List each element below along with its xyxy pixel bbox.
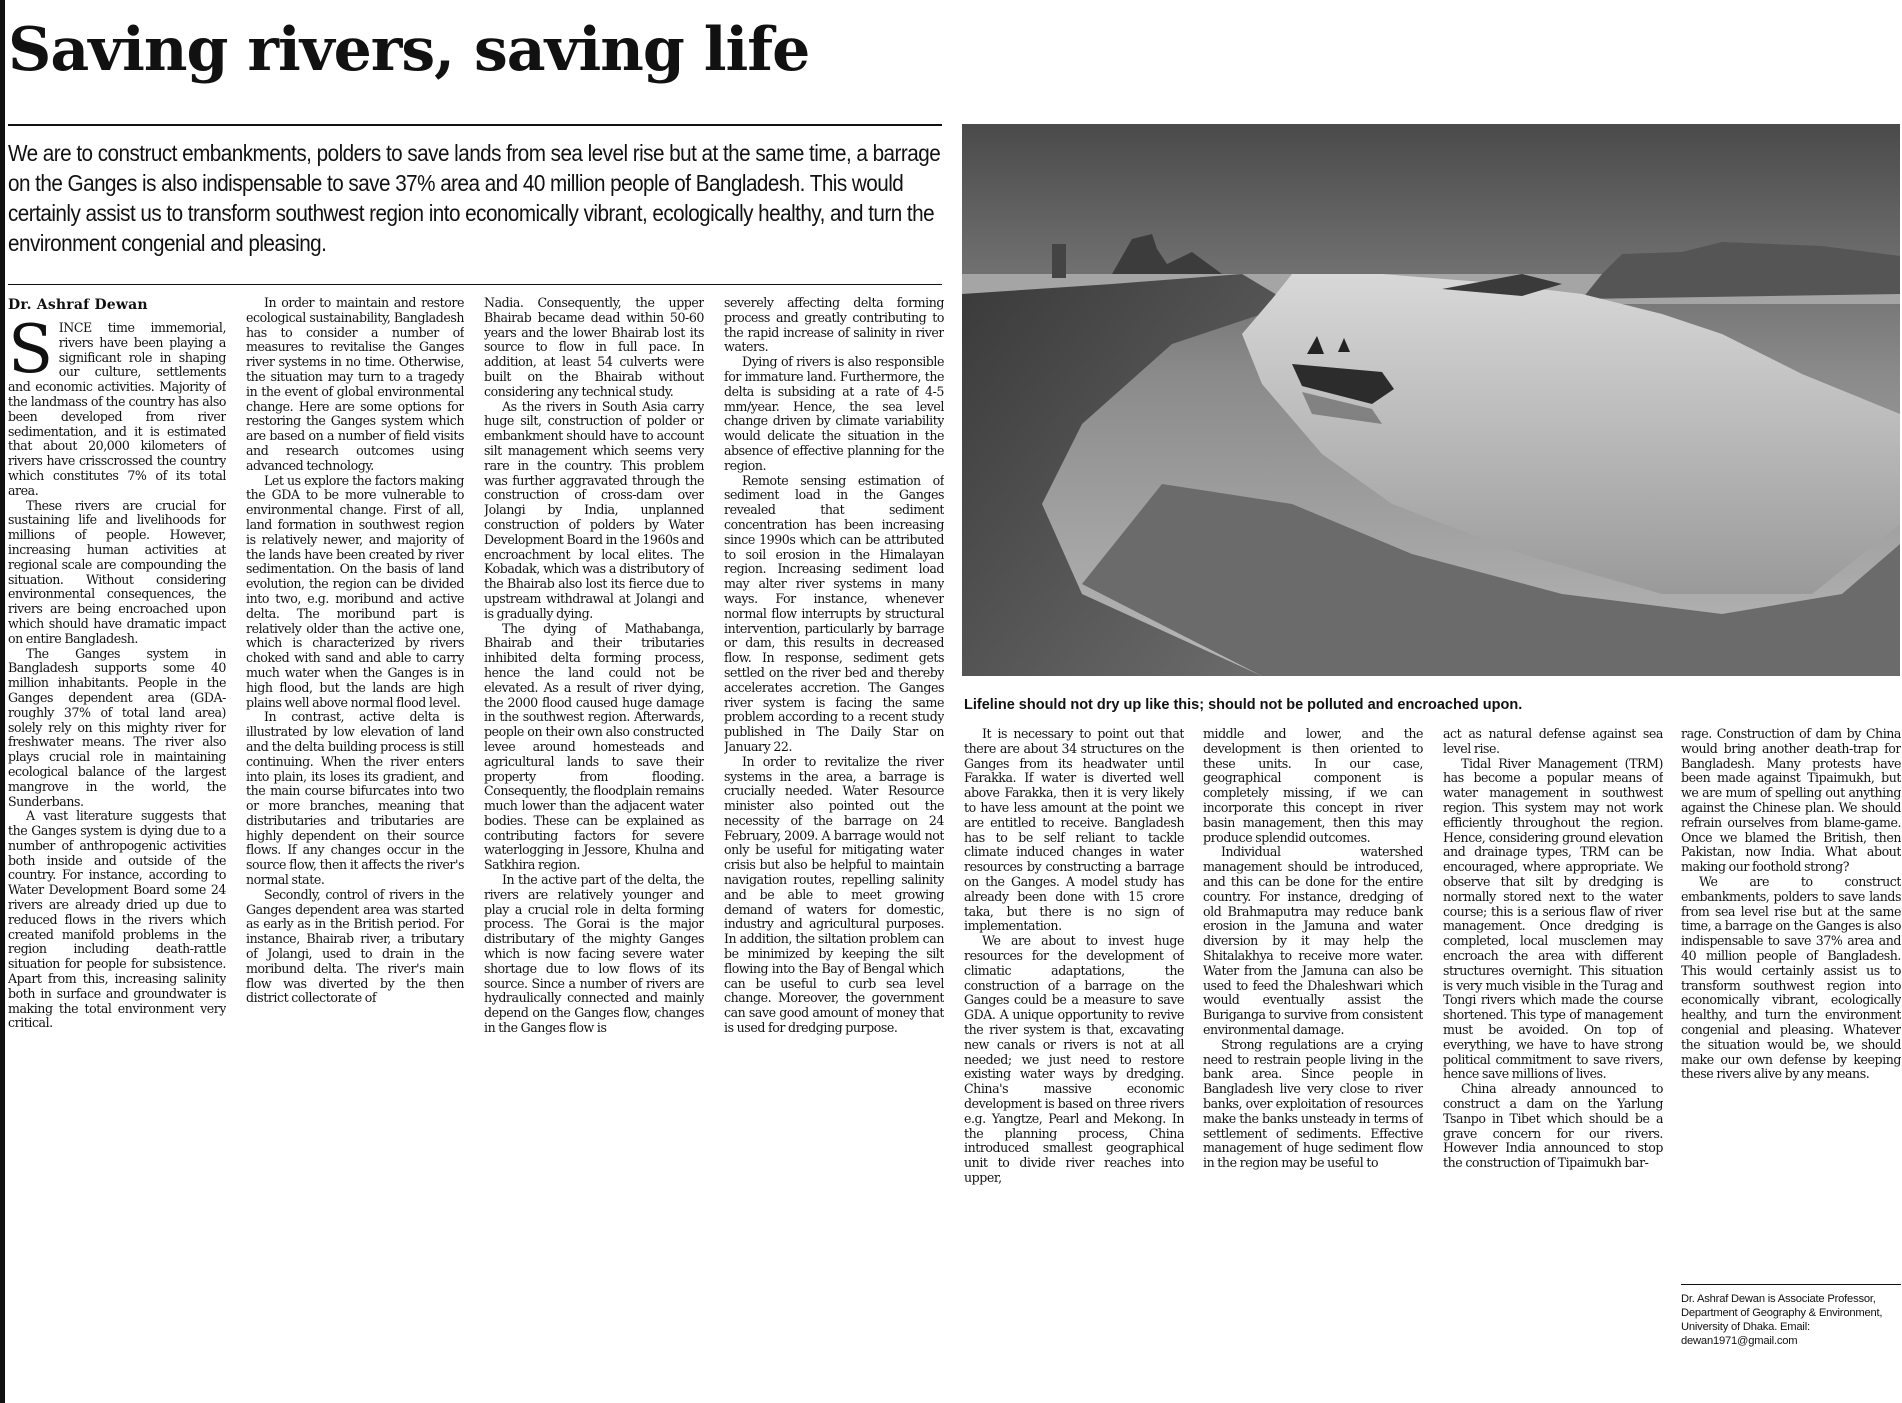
paragraph: The Ganges system in Bangladesh supports some 40 million inhabitants. People in the Ganges dependent area (GDA-roughly 37% of total land area) solely rely on this mighty river for freshwater means. The river also plays crucial role in maintaining ecological balance of the largest mangrove in the world, the Sunderbans. (8, 645, 226, 809)
page-edge-bar (0, 0, 5, 1403)
paragraph: rage. Construction of dam by China would bring another death-trap for Bangladesh. Many protests have been made against Tipaimukh, but we are mum of spelling out anything against the Chinese plan. We should refrain ourselves from blame-game. Once we blamed the British, then Pakistan, now India. What about making our foothold strong? (1681, 727, 1901, 875)
paragraph: As the rivers in South Asia carry huge silt, construction of polder or embankment should have to account silt management which seems very rare in the country. This problem was further aggravated through the construction of cross-dam over Jolangi by India, unplanned construction of polders by Water Development Board in the 1960s and encroachment by local elites. The Kobadak, which was a distributory of the Bhairab also lost its fierce due to upstream withdrawal at Jolangi and is gradually dying. (484, 398, 704, 621)
paragraph-text: INCE time immemorial, rivers have been playing a significant role in shaping our culture, settlements and economic activities. Majority of the landmass of the country has also been developed from river sedimentation, and it is estimated that about 20,000 kilometers of rivers have crisscrossed the country which constitutes 7% of its total area. (8, 321, 226, 498)
paragraph: The dying of Mathabanga, Bhairab and their tributaries inhibited delta forming process, hence the land could not be elevated. As a result of river dying, the 2000 flood caused huge damage in the southwest region. Afterwards, people on their own also constructed levee around homesteads and agricultural lands to save their property from flooding. Consequently, the floodplain remains much lower than the adjacent water bodies. These can be explained as contributing factors for severe waterlogging in Jessore, Khulna and Satkhira region. (484, 620, 704, 873)
paragraph: act as natural defense against sea level rise. (1443, 727, 1663, 756)
paragraph: China already announced to construct a dam on the Yarlung Tsanpo in Tibet which should be a grave concern for our rivers. However India announced to stop the construction of Tipaimukh bar- (1443, 1081, 1663, 1171)
paragraph: middle and lower, and the development is then oriented to these units. In our case, geographical component is completely missing, if we can incorporate this concept in river basin management, then this may produce splendid outcomes. (1203, 727, 1423, 845)
drop-cap: S (8, 321, 53, 388)
paragraph (8, 321, 226, 499)
article-column-7 (1443, 727, 1663, 1401)
byline: Dr. Ashraf Dewan (8, 297, 148, 313)
photo-caption: Lifeline should not dry up like this; should not be polluted and encroached upon. (964, 697, 1523, 713)
paragraph: These rivers are crucial for sustaining life and livelihoods for millions of people. However, increasing human activities at regional scale are compounding the situation. Without considering environmental consequences, the rivers are being encroached upon which should have dramatic impact on entire Bangladesh. (8, 497, 226, 646)
article-column-5 (964, 727, 1184, 1401)
article-column-6 (1203, 727, 1423, 1401)
paragraph: Remote sensing estimation of sediment load in the Ganges revealed that sediment concentration has been increasing since 1990s which can be attributed to soil erosion in the Himalayan region. Increasing sediment load may alter river systems in many ways. For instance, whenever normal flow interrupts by structural intervention, particularly by barrage or dam, this results in decreased flow. In response, sediment gets settled on the river bed and thereby accelerates accretion. The Ganges river system is facing the same problem according to a recent study published in The Daily Star on January 22. (724, 472, 944, 754)
paragraph: severely affecting delta forming process and greatly contributing to the rapid increase of salinity in river waters. (724, 296, 944, 355)
paragraph: Tidal River Management (TRM) has become a popular means of water management in southwest region. This system may not work efficiently throughout the region. Hence, considering ground elevation and drainage types, TRM can be encouraged, where appropriate. We observe that silt by dredging is normally stored next to the water course; this is a serious flaw of river management. Once dredging is completed, local musclemen may encroach the area with different structures overnight. This situation is very much visible in the Turag and Tongi rivers which made the course shortened. This type of management must be avoided. On top of everything, we have to have strong political commitment to save rivers, hence save millions of lives. (1443, 755, 1663, 1082)
headline: Saving rivers, saving life (8, 15, 810, 85)
article-column-3 (484, 296, 704, 1401)
deck-top-rule (8, 124, 942, 126)
paragraph: Secondly, control of rivers in the Ganges dependent area was started as early as in the British period. For instance, Bhairab river, a tributary of Jolangi, used to drain in the moribund delta. The river's main flow was diverted by the then district collectorate of (246, 886, 464, 1006)
deck-summary: We are to construct embankments, polders to save lands from sea level rise but at the same time, a barrage on the Ganges is also indispensable to save 37% area and 40 million people of Bangladesh. This would certainly assist us to transform southwest region into economically vibrant, ecologically healthy, and turn the environment congenial and pleasing. (8, 140, 941, 256)
article-column-1 (8, 321, 226, 1401)
paragraph: It is necessary to point out that there are about 34 structures on the Ganges from its headwater until Farakka. If water is diverted well above Farakka, then it is very likely to have less amount at the point we are entitled to receive. Bangladesh has to be self reliant to tackle climate induced changes in water resources by constructing a barrage on the Ganges. A model study has already been done with 15 crore taka, but there is no sign of implementation. (964, 727, 1184, 934)
article-column-8 (1681, 727, 1901, 1275)
article-column-2 (246, 296, 464, 1401)
author-bio-rule (1681, 1284, 1901, 1285)
paragraph: We are to construct embankments, polders to save lands from sea level rise but at the same time, a barrage on the Ganges is also indispensable to save 37% area and 40 million people of Bangladesh. This would certainly assist us to transform southwest region into economically vibrant, ecologically healthy, and turn the environment congenial and pleasing. Whatever the situation would be, we should make our own defense by keeping these rivers alive by any means. (1681, 873, 1901, 1082)
river-photo (962, 124, 1900, 676)
paragraph: Dying of rivers is also responsible for immature land. Furthermore, the delta is subsiding at a rate of 4-5 mm/year. Hence, the sea level change driven by climate variability would delicate the situation in the absence of effective planning for the region. (724, 354, 944, 473)
paragraph: Let us explore the factors making the GDA to be more vulnerable to environmental change. First of all, land formation in southwest region is relatively newer, and majority of the lands have been created by river sedimentation. On the basis of land evolution, the region can be divided into two, e.g. moribund and active delta. The moribund part is relatively older than the active one, which is characterized by rivers choked with sand and able to carry much water when the Ganges is in high flood, but the lands are high plains well above normal flood level. (246, 472, 464, 710)
paragraph: In the active part of the delta, the rivers are relatively younger and play a crucial role in delta forming process. The Gorai is the major distributary of the mighty Ganges which is now facing severe water shortage due to low flows of its source. Since a number of rivers are hydraulically connected and mainly depend on the Ganges flow, changes in the Ganges flow is (484, 872, 704, 1036)
river-photo-illustration (962, 124, 1900, 676)
paragraph: In contrast, active delta is illustrated by low elevation of land and the delta building process is still continuing. When the river enters into plain, its loses its gradient, and the main course bifurcates into two or more branches, meaning that distributaries and tributaries are highly dependent on their source flows. If any changes occur in the source flow, then it affects the river's normal state. (246, 709, 464, 888)
author-bio: Dr. Ashraf Dewan is Associate Professor, Department of Geography & Environment, University of Dhaka. Email: dewan1971@gmail.com (1681, 1293, 1883, 1347)
article-column-4 (724, 296, 944, 1401)
paragraph: In order to maintain and restore ecological sustainability, Bangladesh has to consider a number of measures to revitalise the Ganges river systems in no time. Otherwise, the situation may turn to a tragedy in the event of global environmental change. Here are some options for restoring the Ganges system which are based on a number of field visits and research outcomes using advanced technology. (246, 296, 464, 473)
deck-bottom-rule (8, 284, 942, 285)
paragraph: A vast literature suggests that the Ganges system is dying due to a number of anthropogenic activities both inside and outside of the country. For instance, according to Water Development Board some 24 rivers are already dried up due to reduced flows in the rivers which created manifold problems in the region including death-rattle situation for people for subsistence. Apart from this, increasing salinity both in surface and groundwater is making the total environment very critical. (8, 808, 226, 1031)
paragraph: Nadia. Consequently, the upper Bhairab became dead within 50-60 years and the lower Bhairab lost its source to flow in full pace. In addition, at least 54 culverts were built on the Bhairab without considering any technical study. (484, 296, 704, 399)
paragraph: We are about to invest huge resources for the development of climatic adaptations, the construction of a barrage on the Ganges could be a measure to save GDA. A unique opportunity to revive the river system is that, excavating new canals or rivers is not at all needed; we just need to restore existing water ways by dredging. China's massive economic development is based on three rivers e.g. Yangtze, Pearl and Mekong. In the planning process, China introduced smallest geographical unit to divide river reaches into upper, (964, 933, 1184, 1185)
paragraph: In order to revitalize the river systems in the area, a barrage is crucially needed. Water Resource minister also pointed out the necessity of the barrage on 24 February, 2009. A barrage would not only be useful for mitigating water crisis but also be helpful to maintain navigation routes, repelling salinity and be able to meet growing demand of waters for domestic, industry and agricultural purposes. In addition, the siltation problem can be minimized by keeping the silt flowing into the Bay of Bengal which can be useful to curb sea level change. Moreover, the government can save good amount of money that is used for dredging purpose. (724, 753, 944, 1036)
paragraph: Individual watershed management should be introduced, and this can be done for the entire country. For instance, dredging of old Brahmaputra may reduce bank erosion in the Jamuna and water diversion by it may help the Shitalakhya to receive more water. Water from the Jamuna can also be used to feed the Dhaleshwari which would eventually assist the Buriganga to survive from consistent environmental damage. (1203, 844, 1423, 1037)
paragraph: Strong regulations are a crying need to restrain people living in the bank area. Since people in Bangladesh live very close to river banks, over exploitation of resources make the banks unsteady in terms of settlement of sediments. Effective management of huge sediment flow in the region may be useful to (1203, 1036, 1423, 1171)
